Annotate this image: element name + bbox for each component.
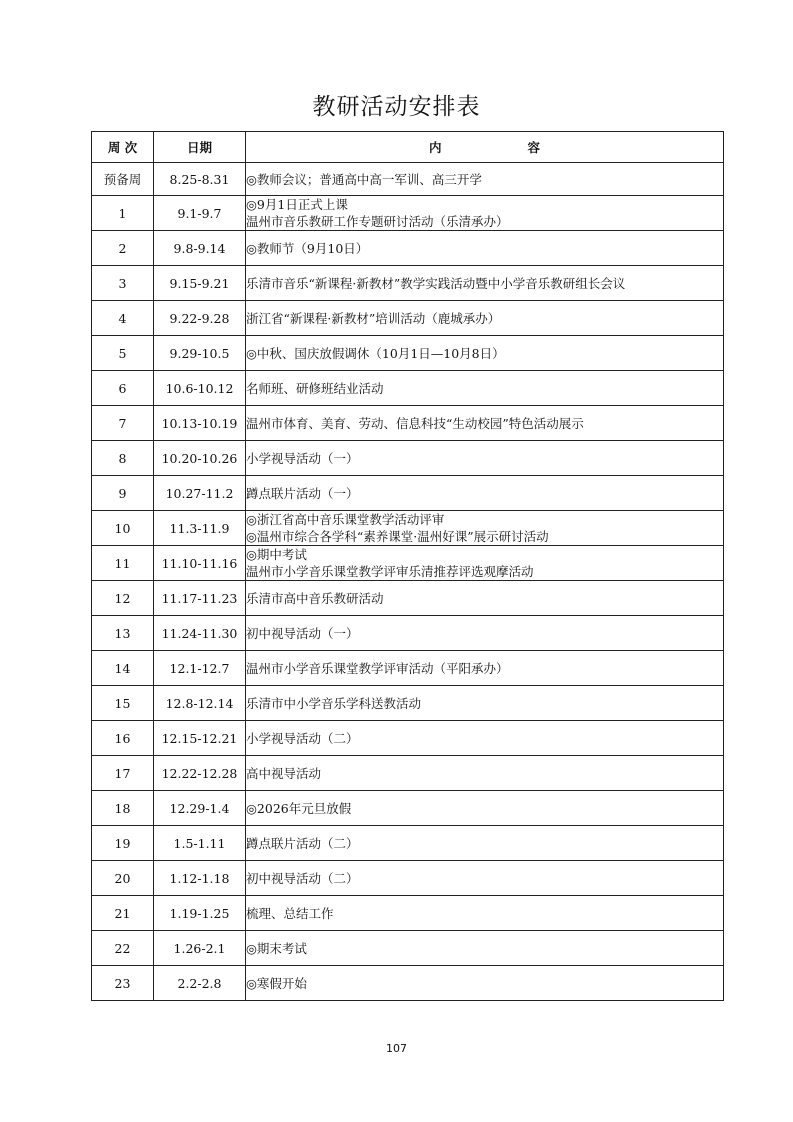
page-number: 107 (386, 1042, 407, 1055)
date-cell: 1.5-1.11 (154, 826, 246, 861)
table-row (92, 791, 724, 826)
week-cell: 9 (92, 476, 154, 511)
table-header-row (92, 132, 724, 163)
week-cell: 10 (92, 511, 154, 546)
week-cell: 3 (92, 266, 154, 301)
week-cell: 14 (92, 651, 154, 686)
content-cell (246, 441, 724, 476)
content-line: ◎2026年元旦放假 (246, 800, 352, 816)
table-row (92, 826, 724, 861)
content-cell (246, 686, 724, 721)
content-cell (246, 721, 724, 756)
page-title: 教研活动安排表 (312, 94, 481, 120)
content-line: ◎教师节（9月10日） (246, 240, 369, 256)
date-cell: 11.17-11.23 (154, 581, 246, 616)
content-line: 温州市体育、美育、劳动、信息科技“生动校园”特色活动展示 (246, 415, 584, 431)
table-row (92, 163, 724, 196)
table-row (92, 511, 724, 546)
content-line: 乐清市音乐“新课程·新教材”教学实践活动暨中小学音乐教研组长会议 (246, 275, 626, 291)
content-cell (246, 476, 724, 511)
content-line: 初中视导活动（一） (246, 625, 359, 641)
header-content-part-a: 内 (428, 139, 442, 155)
week-cell: 15 (92, 686, 154, 721)
week-cell: 5 (92, 336, 154, 371)
content-cell (246, 266, 724, 301)
date-cell: 9.1-9.7 (154, 196, 246, 231)
table-row (92, 686, 724, 721)
week-cell: 预备周 (92, 163, 154, 196)
week-cell: 23 (92, 966, 154, 1001)
table-row (92, 966, 724, 1001)
date-cell: 9.15-9.21 (154, 266, 246, 301)
content-cell (246, 651, 724, 686)
content-line: ◎寒假开始 (246, 975, 307, 991)
week-cell: 20 (92, 861, 154, 896)
content-cell (246, 581, 724, 616)
date-cell: 10.6-10.12 (154, 371, 246, 406)
content-line: 温州市音乐教研工作专题研讨活动（乐清承办） (246, 214, 509, 229)
date-cell: 12.1-12.7 (154, 651, 246, 686)
week-cell: 4 (92, 301, 154, 336)
week-cell: 12 (92, 581, 154, 616)
week-cell: 7 (92, 406, 154, 441)
date-cell: 2.2-2.8 (154, 966, 246, 1001)
week-cell: 16 (92, 721, 154, 756)
date-cell: 9.29-10.5 (154, 336, 246, 371)
week-cell: 21 (92, 896, 154, 931)
date-cell: 12.22-12.28 (154, 756, 246, 791)
table-row (92, 616, 724, 651)
table-row (92, 931, 724, 966)
date-cell: 12.15-12.21 (154, 721, 246, 756)
table-row (92, 476, 724, 511)
table-row (92, 336, 724, 371)
table-row (92, 721, 724, 756)
content-cell (246, 231, 724, 266)
table-row (92, 861, 724, 896)
content-line: ◎中秋、国庆放假调休（10月1日—10月8日） (246, 345, 505, 361)
content-cell (246, 791, 724, 826)
date-cell: 10.27-11.2 (154, 476, 246, 511)
table-row (92, 546, 724, 581)
content-line: 浙江省“新课程·新教材”培训活动（鹿城承办） (246, 310, 501, 326)
content-line: ◎温州市综合各学科“素养课堂·温州好课”展示研讨活动 (246, 529, 549, 544)
date-cell: 12.29-1.4 (154, 791, 246, 826)
table-row (92, 371, 724, 406)
week-cell: 1 (92, 196, 154, 231)
date-cell: 1.26-2.1 (154, 931, 246, 966)
date-cell: 10.13-10.19 (154, 406, 246, 441)
content-line: 梳理、总结工作 (246, 905, 334, 921)
week-cell: 19 (92, 826, 154, 861)
schedule-table (91, 131, 724, 1001)
date-cell: 10.20-10.26 (154, 441, 246, 476)
content-cell (246, 756, 724, 791)
content-line: 蹲点联片活动（一） (246, 485, 359, 501)
content-line: ◎教师会议；普通高中高一军训、高三开学 (246, 171, 482, 187)
content-line: ◎期末考试 (246, 940, 307, 956)
content-line: 温州市小学音乐课堂教学评审活动（平阳承办） (246, 660, 509, 676)
content-cell (246, 546, 724, 581)
week-cell: 17 (92, 756, 154, 791)
content-line: 温州市小学音乐课堂教学评审乐清推荐评选观摩活动 (246, 564, 534, 579)
content-cell (246, 163, 724, 196)
date-cell: 1.19-1.25 (154, 896, 246, 931)
table-row (92, 266, 724, 301)
content-line: ◎9月1日正式上课 (246, 197, 348, 212)
table-row (92, 441, 724, 476)
table-row (92, 301, 724, 336)
content-cell (246, 826, 724, 861)
date-cell: 12.8-12.14 (154, 686, 246, 721)
content-cell (246, 966, 724, 1001)
content-line: 乐清市高中音乐教研活动 (246, 590, 384, 606)
table-row (92, 196, 724, 231)
content-cell (246, 301, 724, 336)
content-cell (246, 616, 724, 651)
content-cell (246, 896, 724, 931)
header-date: 日期 (154, 132, 246, 163)
table-row (92, 406, 724, 441)
table-row (92, 896, 724, 931)
content-line: 小学视导活动（二） (246, 730, 359, 746)
content-line: 乐清市中小学音乐学科送教活动 (246, 695, 422, 711)
table-row (92, 231, 724, 266)
content-cell (246, 196, 724, 231)
date-cell: 9.22-9.28 (154, 301, 246, 336)
content-cell (246, 931, 724, 966)
date-cell: 11.3-11.9 (154, 511, 246, 546)
content-cell (246, 336, 724, 371)
content-line: ◎浙江省高中音乐课堂教学活动评审 (246, 512, 445, 527)
content-cell (246, 511, 724, 546)
header-week: 周 次 (92, 132, 154, 163)
week-cell: 8 (92, 441, 154, 476)
content-line: 高中视导活动 (246, 765, 322, 781)
content-line: 名师班、研修班结业活动 (246, 380, 384, 396)
week-cell: 6 (92, 371, 154, 406)
content-line: 蹲点联片活动（二） (246, 835, 359, 851)
table-row (92, 581, 724, 616)
date-cell: 11.24-11.30 (154, 616, 246, 651)
content-cell (246, 861, 724, 896)
table-row (92, 651, 724, 686)
week-cell: 18 (92, 791, 154, 826)
header-content (246, 132, 724, 163)
date-cell: 8.25-8.31 (154, 163, 246, 196)
date-cell: 1.12-1.18 (154, 861, 246, 896)
header-content-part-b: 容 (527, 139, 541, 155)
content-cell (246, 371, 724, 406)
week-cell: 2 (92, 231, 154, 266)
table-row (92, 756, 724, 791)
week-cell: 13 (92, 616, 154, 651)
week-cell: 11 (92, 546, 154, 581)
date-cell: 9.8-9.14 (154, 231, 246, 266)
content-line: ◎期中考试 (246, 547, 307, 562)
week-cell: 22 (92, 931, 154, 966)
content-line: 初中视导活动（二） (246, 870, 359, 886)
content-line: 小学视导活动（一） (246, 450, 359, 466)
date-cell: 11.10-11.16 (154, 546, 246, 581)
content-cell (246, 406, 724, 441)
